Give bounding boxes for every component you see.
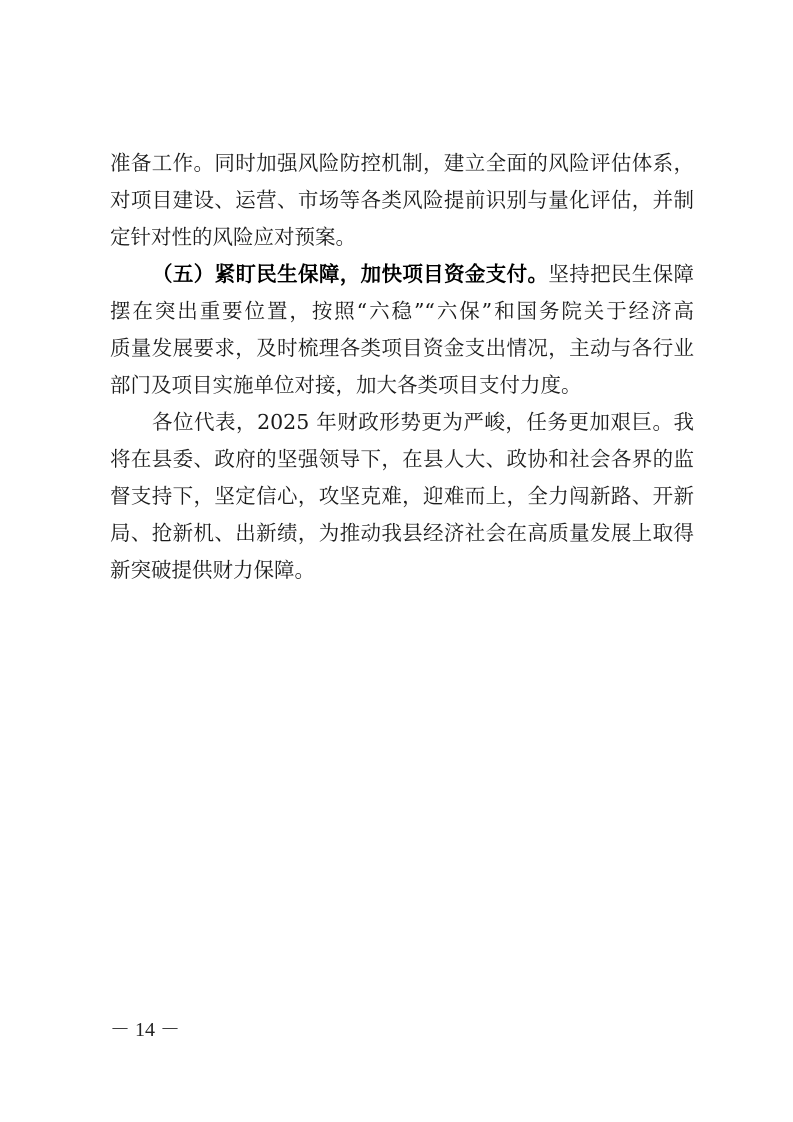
paragraph-3-line-2: 将在县委、政府的坚强领导下，在县人大、政协和社会各界的监 [110, 447, 694, 471]
paragraph-2-line-2: 摆在突出重要位置，按照“六稳”“六保”和国务院关于经济高 [110, 299, 694, 323]
paragraph-3-line-1: 各位代表，2025 年财政形势更为严峻，任务更加艰巨。我 [152, 410, 694, 434]
section-heading: （五）紧盯民生保障，加快项目资金支付。 [152, 262, 549, 286]
paragraph-1-line-1: 准备工作。同时加强风险防控机制，建立全面的风险评估体系， [110, 151, 694, 175]
paragraph-2-line-4: 部门及项目实施单位对接，加大各类项目支付力度。 [110, 373, 582, 397]
paragraph-1-line-2: 对项目建设、运营、市场等各类风险提前识别与量化评估，并制 [110, 188, 694, 212]
body-text [110, 145, 694, 589]
paragraph-2-line-3: 质量发展要求，及时梳理各类项目资金支出情况，主动与各行业 [110, 336, 694, 360]
page-number: － 14 － [110, 1019, 180, 1041]
paragraph-2-line-1 [110, 256, 694, 293]
paragraph-3-line-5: 新突破提供财力保障。 [110, 558, 315, 582]
paragraph-2-line-1-text: 坚持把民生保障 [548, 262, 694, 286]
paragraph-1-line-3: 定针对性的风险应对预案。 [110, 225, 356, 249]
paragraph-3-line-4: 局、抢新机、出新绩，为推动我县经济社会在高质量发展上取得 [110, 521, 694, 545]
paragraph-3-line-3: 督支持下，坚定信心，攻坚克难，迎难而上，全力闯新路、开新 [110, 484, 694, 508]
